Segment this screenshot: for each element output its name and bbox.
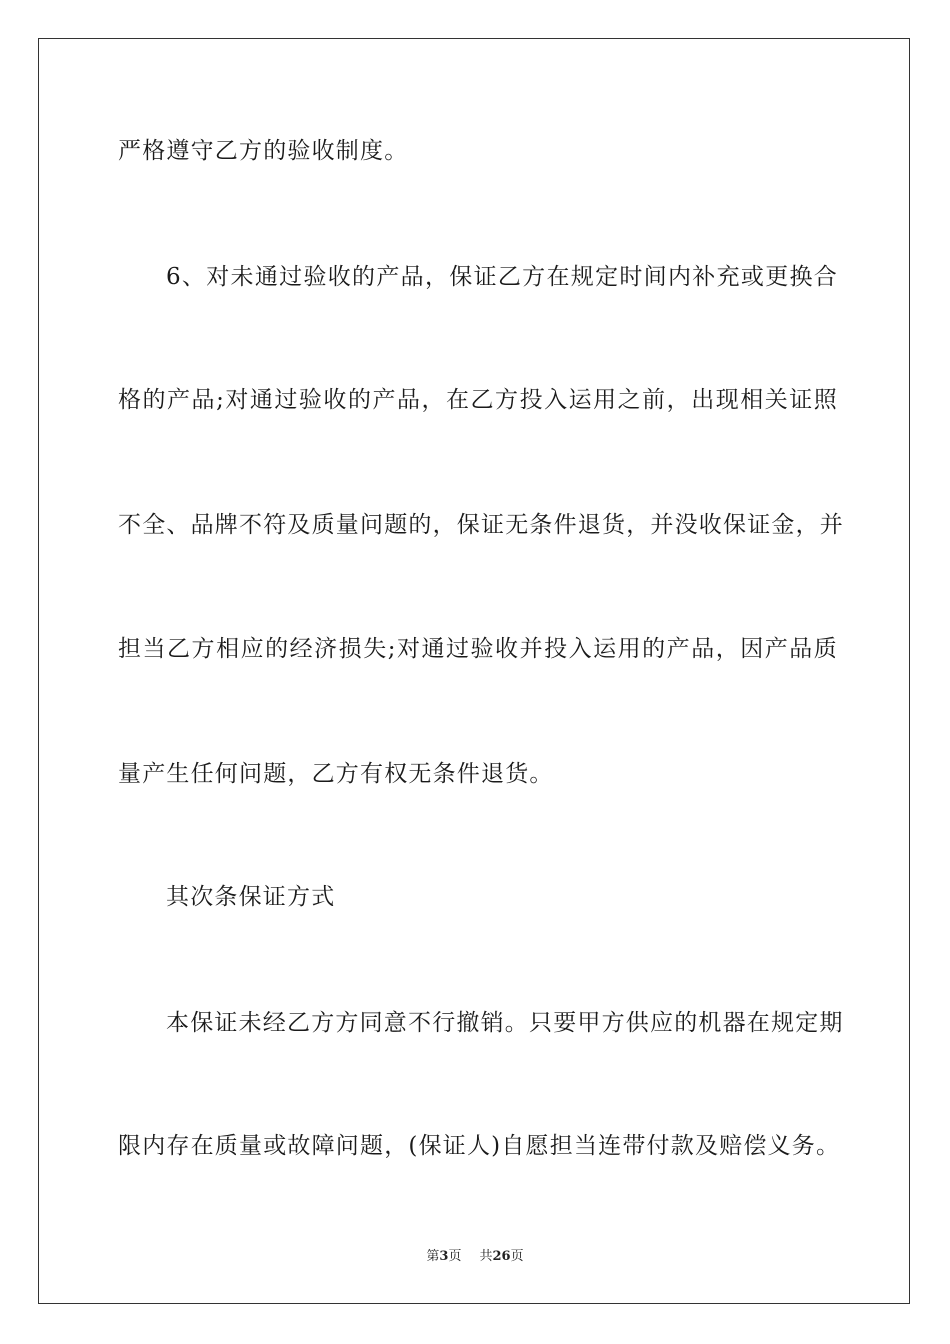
paragraph-line-9: 限内存在质量或故障问题，(保证人)自愿担当连带付款及赔偿义务。	[118, 1133, 841, 1159]
page-border	[38, 38, 910, 1304]
paragraph-line-8: 本保证未经乙方方同意不行撤销。只要甲方供应的机器在规定期	[166, 1010, 844, 1036]
paragraph-line-2: 6、对未通过验收的产品，保证乙方在规定时间内补充或更换合	[166, 264, 838, 290]
section-heading: 其次条保证方式	[166, 884, 336, 910]
total-suffix: 页	[510, 1249, 524, 1264]
paragraph-line-1: 严格遵守乙方的验收制度。	[118, 138, 409, 164]
paragraph-line-3: 格的产品;对通过验收的产品，在乙方投入运用之前，出现相关证照	[118, 387, 838, 413]
total-prefix: 共	[479, 1249, 493, 1264]
paragraph-line-6: 量产生任何问题，乙方有权无条件退货。	[118, 761, 554, 787]
page-suffix: 页	[448, 1249, 462, 1264]
paragraph-line-5: 担当乙方相应的经济损失;对通过验收并投入运用的产品，因产品质	[118, 636, 838, 662]
page-footer	[0, 1248, 950, 1266]
page-number: 3	[439, 1249, 449, 1264]
page-prefix: 第	[426, 1249, 440, 1264]
paragraph-line-4: 不全、品牌不符及质量问题的，保证无条件退货，并没收保证金，并	[118, 512, 844, 538]
total-pages: 26	[492, 1249, 511, 1264]
